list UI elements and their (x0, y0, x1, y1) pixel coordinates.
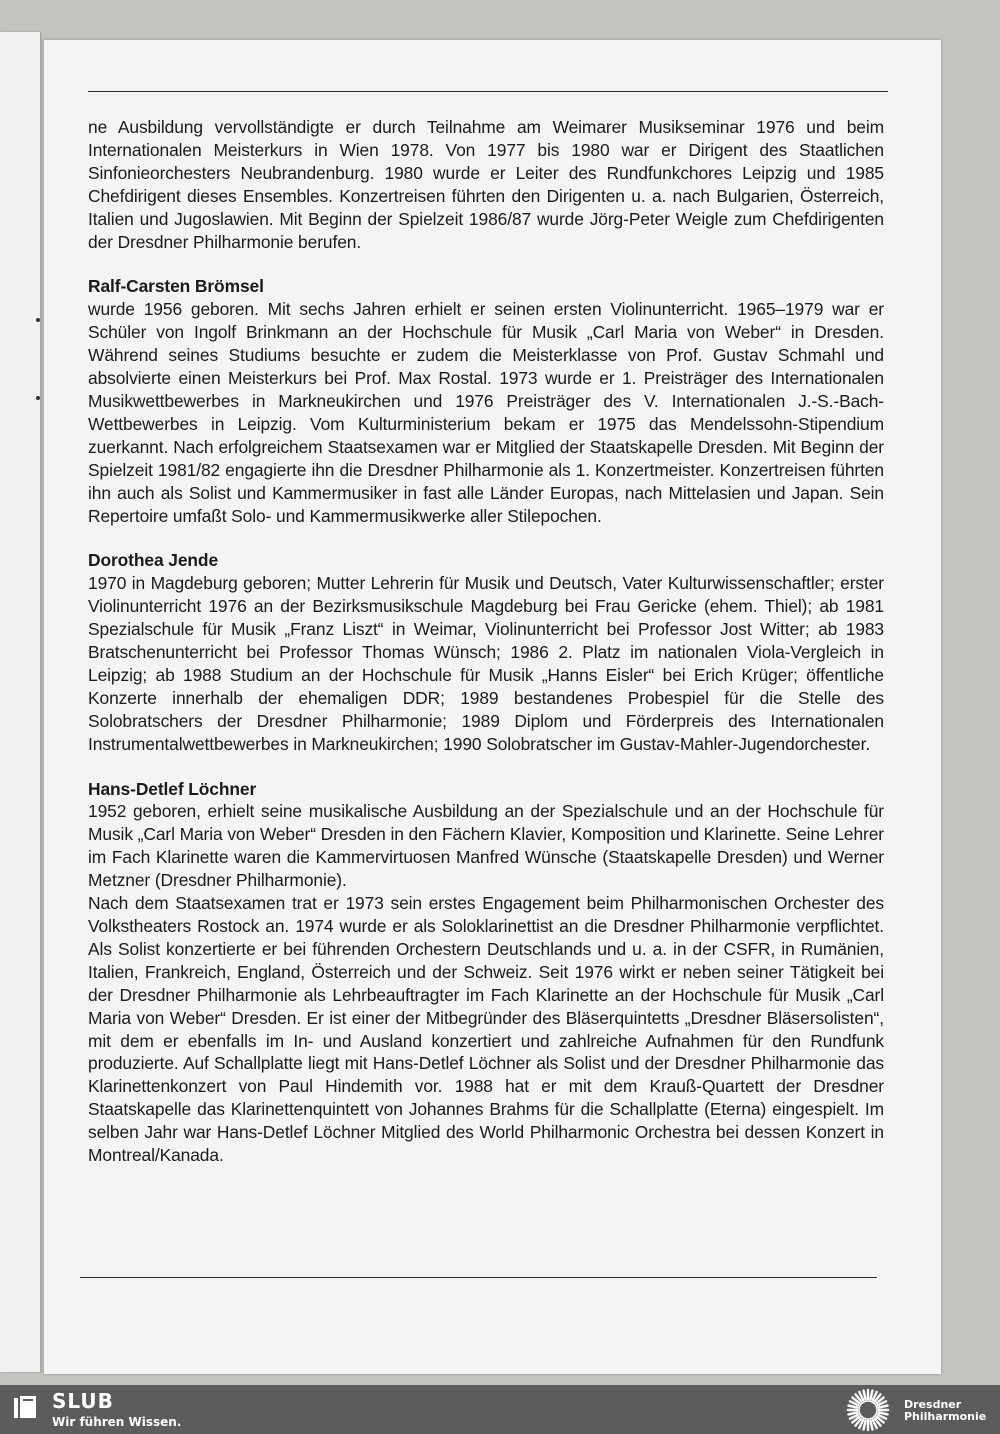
logo-ray (864, 1391, 866, 1400)
section-text-loechner-2: Nach dem Staatsexamen trat er 1973 sein erstes Engagement beim Philharmonischen Orchester des Volkstheaters Rostock an. 1974 wurde er als Soloklarinettist an die Dresdner Philharmonie verpflichtet. Als Solist konzertierte er bei führenden Orchestern Deutschlands und u. a. in der CSFR, in Rumänien, Italien, Frankreich, England, Österreich und der Schweiz. Seit 1976 wirkt er neben seiner Tätigkeit bei der Dresdner Philharmonie als Lehrbeauftragter im Fach Klarinette an der Hochschule für Musik „Carl Maria von Weber“ Dresden. Er ist einer der Mitbegründer des Bläserquintetts „Dresdner Bläsersolisten“, mit dem er ebenfalls im In- und Ausland konzertiert und zahlreiche Aufnahmen für den Rundfunk produzierte. Auf Schallplatte liegt mit Hans-Detlef Löchner als Solist und der Dresdner Philharmonie das Klarinettenkonzert von Paul Hindemith vor. 1988 hat er mit dem Krauß-Quartett der Dresdner Staatskapelle das Klarinettenquintett von Johannes Brahms für die Schallplatte (Eterna) eingespielt. Im selben Jahr war Hans-Detlef Löchner Mitglied des World Philharmonic Orchestra bei dessen Konzert in Montreal/Kanada. (88, 893, 884, 1166)
intro-paragraph: ne Ausbildung vervollständigte er durch Teilnahme am Weimarer Musikseminar 1976 und beim Internationalen Meisterkurs in Wien 1978. Von 1977 bis 1980 war er Dirigent des Staatlichen Sinfonieorchesters Neubrandenburg. 1980 wurde er Leiter des Rundfunkchores Leipzig und 1985 Chefdirigent dieses Ensembles. Konzertreisen führten den Dirigenten u. a. nach Bulgarien, Österreich, Italien und Jugoslawien. Mit Beginn der Spielzeit 1986/87 wurde Jörg-Peter Weigle zum Chefdirigenten der Dresdner Philharmonie berufen. (88, 117, 884, 252)
section-heading-broemsel: Ralf-Carsten Brömsel (88, 276, 264, 297)
partner-name-line2: Philharmonie (904, 1410, 987, 1423)
top-rule (88, 91, 888, 92)
section-text-jende: 1970 in Magdeburg geboren; Mutter Lehrerin für Musik und Deutsch, Vater Kulturwissenschaftler; erster Violinunterricht 1976 an der Bezirksmusikschule Magdeburg bei Frau Gericke (ehem. Thiel); ab 1981 Spezialschule für Musik „Franz Liszt“ in Weimar, Violinunterricht bei Professor Jost Witter; ab 1983 Bratschenunterricht bei Professor Thomas Wünsch; 1986 2. Platz im nationalen Viola-Vergleich in Leipzig; ab 1988 Studium an der Hochschule für Musik „Hanns Eisler“ bei Erich Krüger; öffentliche Konzerte innerhalb der ehemaligen DDR; 1989 bestandenes Probespiel für die Stelle des Solobratschers der Dresdner Philharmonie; 1989 Diplom und Förderpreis des Internationalen Instrumentalwettbewerbes in Markneukirchen; 1990 Solobratscher im Gustav-Mahler-Jugendorchester. (88, 573, 884, 754)
logo-ray (849, 1406, 858, 1408)
partner-name (904, 1399, 986, 1423)
logo-ray (870, 1421, 872, 1430)
partner-name-line1: Dresdner (904, 1398, 962, 1411)
section-text-loechner-1: 1952 geboren, erhielt seine musikalische Ausbildung an der Spezialschule und an der Hochschule für Musik „Carl Maria von Weber“ Dresden in den Fächern Klavier, Komposition und Klarinette. Seine Lehrer im Fach Klarinette waren die Kammervirtuosen Manfred Wünsche (Staatskapelle Dresden) und Werner Metzner (Dresdner Philharmonie). (88, 801, 884, 891)
library-tagline: Wir führen Wissen. (52, 1415, 182, 1429)
bottom-rule (80, 1277, 877, 1278)
facing-page-edge (0, 32, 40, 1372)
logo-ray (879, 1406, 888, 1408)
library-name: SLUB (52, 1389, 114, 1413)
logo-ray (849, 1412, 858, 1414)
book-icon (14, 1396, 40, 1420)
sunburst-logo-icon (841, 1387, 895, 1433)
logo-ray (864, 1421, 866, 1430)
margin-mark (36, 396, 40, 400)
section-heading-jende: Dorothea Jende (88, 550, 219, 571)
section-text-broemsel: wurde 1956 geboren. Mit sechs Jahren erhielt er seinen ersten Violinunterricht. 1965–1979 war er Schüler von Ingolf Brinkmann an der Hochschule für Musik „Carl Maria von Weber“ in Dresden. Während seines Studiums besuchte er zudem die Meisterklasse von Prof. Gustav Schmahl und absolvierte einen Meisterkurs bei Prof. Max Rostal. 1973 wurde er 1. Preisträger des Internationalen Musikwettbewerbes in Markneukirchen und 1976 Preisträger des V. Internationalen J.-S.-Bach-Wettbewerbes in Leipzig. Vom Kulturministerium bekam er 1975 das Mendelssohn-Stipendium zuerkannt. Nach erfolgreichem Staatsexamen war er Mitglied der Staatskapelle Dresden. Mit Beginn der Spielzeit 1981/82 engagierte ihn die Dresdner Philharmonie als 1. Konzertmeister. Konzertreisen führten ihn auch als Solist und Kammermusiker in fast alle Länder Europas, nach Mittelasien und Japan. Sein Repertoire umfaßt Solo- und Kammermusikwerke aller Stilepochen. (88, 299, 884, 526)
logo-ray (879, 1412, 888, 1414)
margin-mark (36, 318, 40, 322)
page-content (88, 116, 884, 1167)
logo-ray (870, 1391, 872, 1400)
document-page (44, 40, 941, 1374)
footer-bar (0, 1385, 1000, 1434)
section-heading-loechner: Hans-Detlef Löchner (88, 778, 257, 799)
